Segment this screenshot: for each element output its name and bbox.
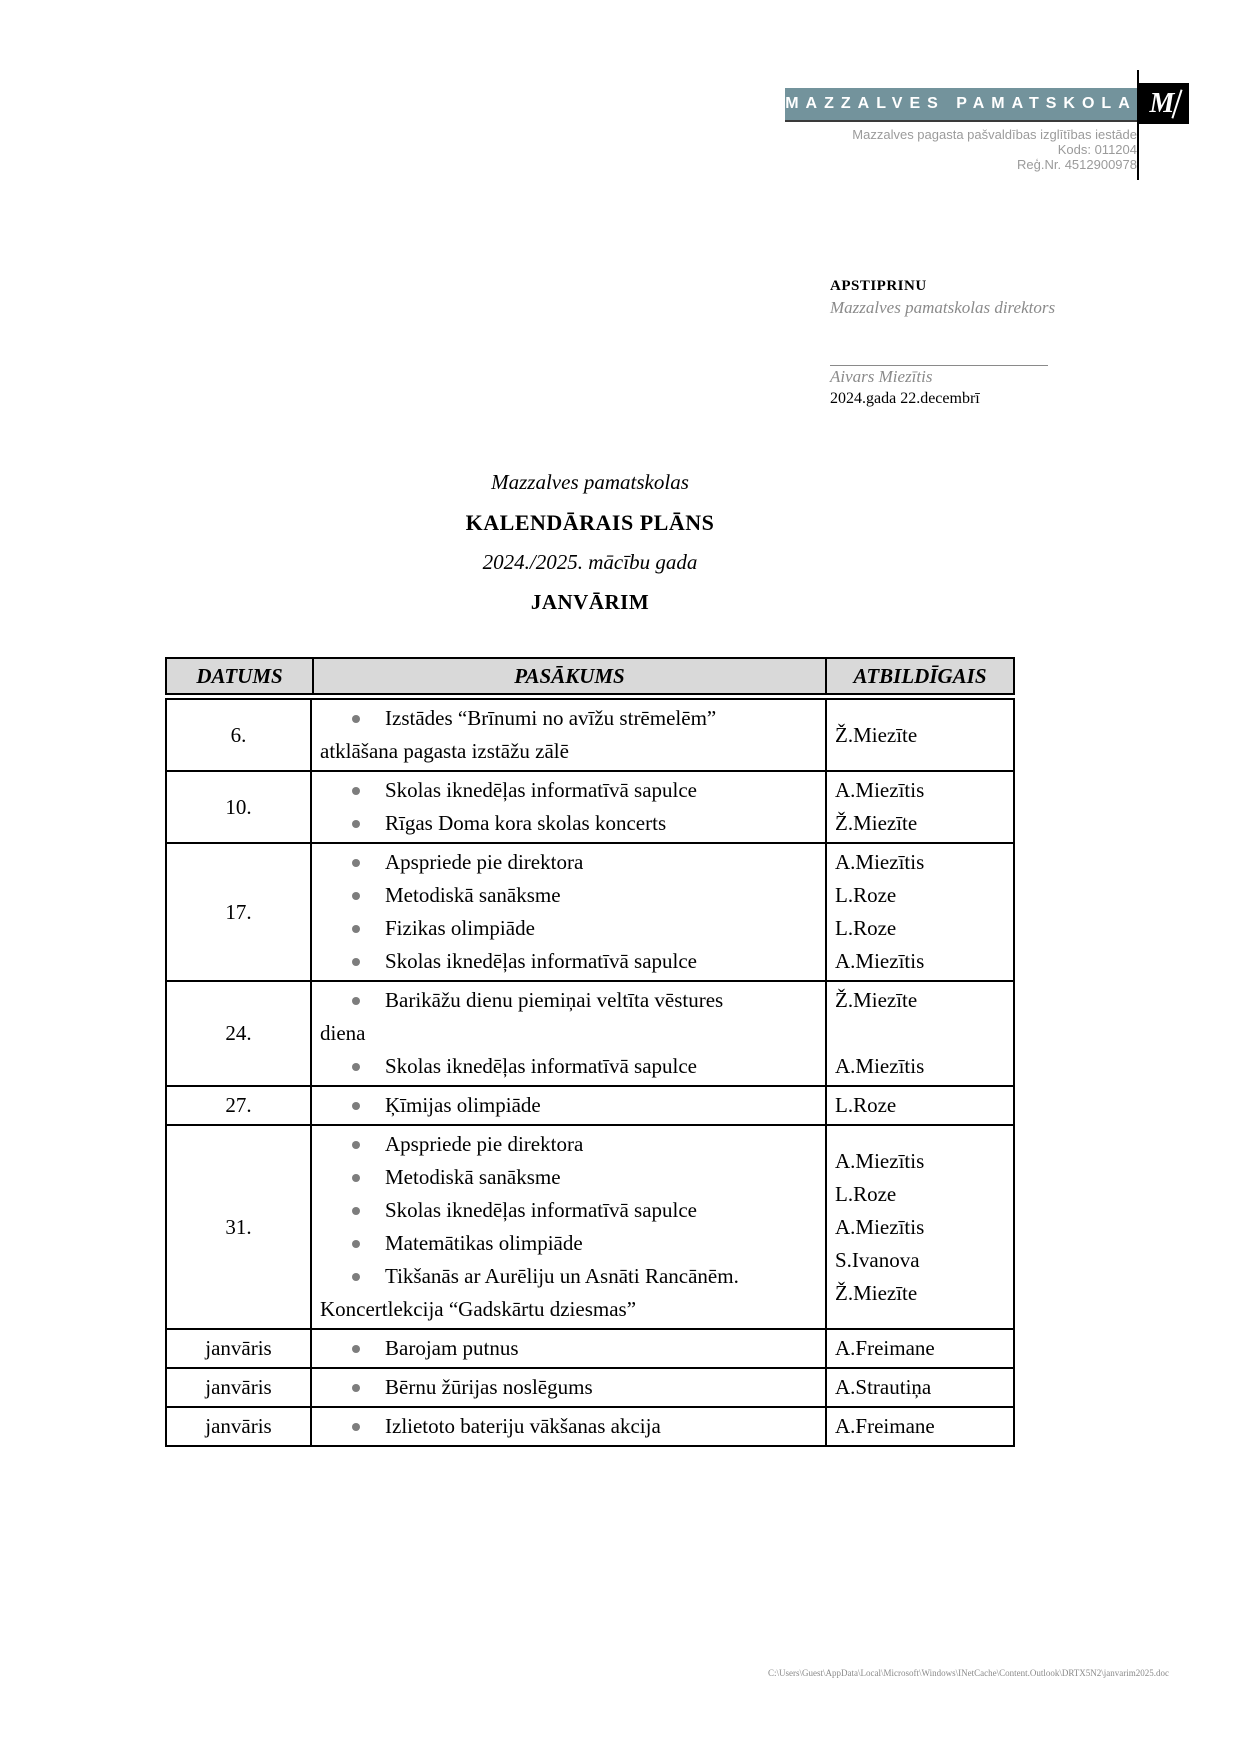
events-cell bbox=[312, 1369, 825, 1406]
event-line bbox=[312, 702, 821, 735]
table-row bbox=[167, 1124, 1013, 1328]
responsible-name: L.Roze bbox=[835, 916, 897, 940]
bullet-icon bbox=[352, 1384, 360, 1392]
events-cell bbox=[312, 772, 825, 842]
bullet-icon bbox=[352, 1207, 360, 1215]
bullet-icon bbox=[352, 1345, 360, 1353]
event-line bbox=[312, 1371, 821, 1404]
event-line bbox=[312, 984, 821, 1017]
date-cell: janvāris bbox=[167, 1330, 312, 1367]
title-year: 2024./2025. mācību gada bbox=[482, 550, 698, 574]
bullet-icon bbox=[352, 1423, 360, 1431]
table-header-row bbox=[165, 657, 1015, 695]
event-text: atklāšana pagasta izstāžu zālē bbox=[320, 739, 569, 763]
org-info-line: Mazzalves pagasta pašvaldības izglītības iestāde bbox=[852, 127, 1137, 142]
event-text: Fizikas olimpiāde bbox=[385, 916, 535, 940]
title-month: JANVĀRIM bbox=[530, 590, 650, 614]
responsible-cell bbox=[825, 982, 1013, 1085]
bullet-icon bbox=[352, 859, 360, 867]
date-cell: janvāris bbox=[167, 1408, 312, 1445]
responsible-name: A.Miezītis bbox=[835, 778, 925, 802]
event-text: Metodiskā sanāksme bbox=[385, 883, 561, 907]
events-cell bbox=[312, 844, 825, 980]
event-text: diena bbox=[320, 1021, 366, 1045]
signature-line bbox=[830, 365, 1048, 366]
responsible-name: A.Freimane bbox=[835, 1336, 935, 1360]
event-text: Bērnu žūrijas noslēgums bbox=[385, 1375, 593, 1399]
event-text: Rīgas Doma kora skolas koncerts bbox=[385, 811, 667, 835]
events-cell bbox=[312, 1126, 825, 1328]
responsible-cell bbox=[825, 1408, 1013, 1445]
event-text: Skolas iknedēļas informatīvā sapulce bbox=[385, 778, 697, 802]
calendar-table bbox=[165, 657, 1015, 1447]
responsible-name: A.Miezītis bbox=[835, 949, 925, 973]
bullet-icon bbox=[352, 787, 360, 795]
bullet-icon bbox=[352, 715, 360, 723]
responsible-cell bbox=[825, 844, 1013, 980]
responsible-cell bbox=[825, 1087, 1013, 1124]
event-line bbox=[312, 1410, 821, 1443]
title-plan: KALENDĀRAIS PLĀNS bbox=[465, 510, 715, 535]
org-reg-number: Reģ.Nr. 4512900978 bbox=[1017, 157, 1137, 172]
event-text: Skolas iknedēļas informatīvā sapulce bbox=[385, 1198, 697, 1222]
event-line bbox=[312, 1161, 821, 1194]
event-text: Koncertlekcija “Gadskārtu dziesmas” bbox=[320, 1297, 637, 1321]
event-line bbox=[312, 846, 821, 879]
responsible-cell bbox=[825, 1126, 1013, 1328]
bullet-icon bbox=[352, 958, 360, 966]
approval-date: 2024.gada 22.decembrī bbox=[830, 390, 980, 407]
table-row bbox=[167, 1406, 1013, 1445]
event-line bbox=[312, 1089, 821, 1122]
events-cell bbox=[312, 1087, 825, 1124]
event-text: Apspriede pie direktora bbox=[385, 1132, 584, 1156]
school-name-banner: MAZZALVES PAMATSKOLA bbox=[785, 88, 1137, 122]
event-text: Matemātikas olimpiāde bbox=[385, 1231, 583, 1255]
school-logo bbox=[1139, 83, 1189, 124]
responsible-cell bbox=[825, 772, 1013, 842]
director-title: Mazzalves pamatskolas direktors bbox=[830, 298, 1056, 317]
event-text: Tikšanās ar Aurēliju un Asnāti Rancānēm. bbox=[385, 1264, 739, 1288]
title-school: Mazzalves pamatskolas bbox=[491, 470, 689, 494]
event-text: Izlietoto bateriju vākšanas akcija bbox=[385, 1414, 661, 1438]
school-logo-letter: M bbox=[1149, 87, 1175, 119]
responsible-name: S.Ivanova bbox=[835, 1247, 920, 1272]
responsible-name: A.Miezītis bbox=[835, 1214, 925, 1239]
table-row bbox=[167, 770, 1013, 842]
responsible-name: A.Freimane bbox=[835, 1414, 935, 1438]
event-line bbox=[312, 1194, 821, 1227]
event-text: Izstādes “Brīnumi no avīžu strēmelēm” bbox=[385, 706, 717, 730]
events-cell bbox=[312, 1330, 825, 1367]
responsible-cell bbox=[825, 1330, 1013, 1367]
event-text: Apspriede pie direktora bbox=[385, 850, 584, 874]
event-text: Skolas iknedēļas informatīvā sapulce bbox=[385, 949, 697, 973]
date-cell: 31. bbox=[167, 1126, 312, 1328]
responsible-name bbox=[835, 1017, 1009, 1050]
event-text: Metodiskā sanāksme bbox=[385, 1165, 561, 1189]
bullet-icon bbox=[352, 1273, 360, 1281]
events-cell bbox=[312, 1408, 825, 1445]
date-cell: 27. bbox=[167, 1087, 312, 1124]
responsible-name: A.Miezītis bbox=[835, 1148, 925, 1173]
column-header-atbildigais: ATBILDĪGAIS bbox=[825, 659, 1013, 693]
event-line bbox=[312, 1227, 821, 1260]
responsible-name: A.Strautiņa bbox=[835, 1375, 932, 1399]
bullet-icon bbox=[352, 892, 360, 900]
event-line bbox=[312, 1260, 821, 1293]
table-row bbox=[167, 1328, 1013, 1367]
event-line bbox=[312, 1017, 821, 1050]
event-line bbox=[312, 945, 821, 978]
responsible-name: L.Roze bbox=[835, 883, 897, 907]
responsible-name: A.Miezītis bbox=[835, 850, 925, 874]
column-header-pasakums: PASĀKUMS bbox=[312, 659, 825, 693]
table-row bbox=[167, 980, 1013, 1085]
column-header-datums: DATUMS bbox=[196, 663, 283, 688]
approval-heading: APSTIPRINU bbox=[830, 278, 927, 294]
table-row bbox=[167, 1085, 1013, 1124]
date-cell: 10. bbox=[167, 772, 312, 842]
event-line bbox=[312, 774, 821, 807]
event-line bbox=[312, 735, 821, 768]
table-row bbox=[167, 1367, 1013, 1406]
responsible-name: L.Roze bbox=[835, 1093, 897, 1117]
event-line bbox=[312, 807, 821, 840]
table-row bbox=[167, 842, 1013, 980]
event-line bbox=[312, 912, 821, 945]
event-text: Ķīmijas olimpiāde bbox=[385, 1093, 541, 1117]
director-name: Aivars Miezītis bbox=[830, 367, 933, 386]
table-body bbox=[165, 698, 1015, 1447]
date-cell: 6. bbox=[167, 700, 312, 770]
responsible-name: Ž.Miezīte bbox=[835, 988, 918, 1012]
bullet-icon bbox=[352, 1141, 360, 1149]
responsible-name: Ž.Miezīte bbox=[835, 1280, 918, 1305]
responsible-name: Ž.Miezīte bbox=[835, 811, 918, 835]
file-path-footer: C:\Users\Guest\AppData\Local\Microsoft\Windows\INetCache\Content.Outlook\DRTX5N2\janvarim2025.doc bbox=[768, 1668, 1170, 1678]
event-line bbox=[312, 1050, 821, 1083]
event-text: Barikāžu dienu piemiņai veltīta vēstures bbox=[385, 988, 724, 1012]
event-line bbox=[312, 1128, 821, 1161]
bullet-icon bbox=[352, 1063, 360, 1071]
document-title-block bbox=[165, 470, 1015, 615]
bullet-icon bbox=[352, 1102, 360, 1110]
org-code: Kods: 011204 bbox=[1057, 142, 1137, 157]
bullet-icon bbox=[352, 1174, 360, 1182]
responsible-name: A.Miezītis bbox=[835, 1054, 925, 1078]
date-cell: janvāris bbox=[167, 1369, 312, 1406]
date-cell: 17. bbox=[167, 844, 312, 980]
responsible-name: L.Roze bbox=[835, 1181, 897, 1206]
responsible-cell bbox=[825, 1369, 1013, 1406]
responsible-name: Ž.Miezīte bbox=[835, 722, 918, 747]
events-cell bbox=[312, 700, 825, 770]
event-text: Skolas iknedēļas informatīvā sapulce bbox=[385, 1054, 697, 1078]
bullet-icon bbox=[352, 925, 360, 933]
event-line bbox=[312, 1332, 821, 1365]
table-row bbox=[167, 700, 1013, 770]
responsible-cell bbox=[825, 700, 1013, 770]
bullet-icon bbox=[352, 1240, 360, 1248]
event-line bbox=[312, 879, 821, 912]
approval-block bbox=[830, 278, 1055, 408]
date-cell: 24. bbox=[167, 982, 312, 1085]
bullet-icon bbox=[352, 820, 360, 828]
event-line bbox=[312, 1293, 821, 1326]
events-cell bbox=[312, 982, 825, 1085]
org-info-block bbox=[852, 127, 1137, 172]
event-text: Barojam putnus bbox=[385, 1336, 519, 1360]
bullet-icon bbox=[352, 997, 360, 1005]
